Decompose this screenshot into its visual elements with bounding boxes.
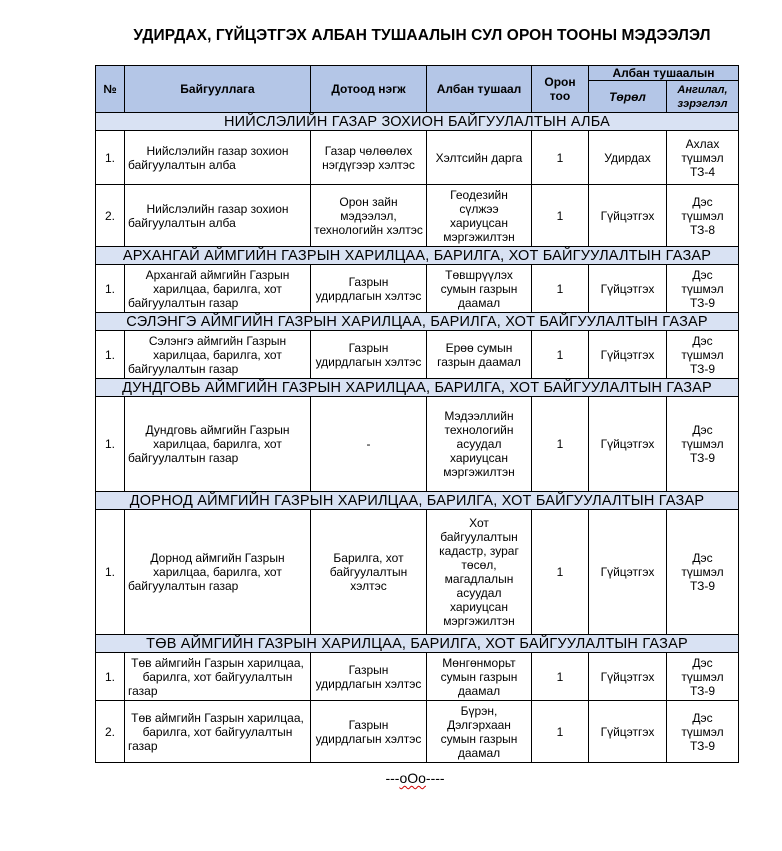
cell-num: 1.: [96, 510, 125, 635]
table-row: [96, 701, 739, 763]
cell-vacancies: 1: [532, 131, 589, 185]
section-title: ДУНДГОВЬ АЙМГИЙН ГАЗРЫН ХАРИЛЦАА, БАРИЛГА, ХОТ БАЙГУУЛАЛТЫН ГАЗАР: [96, 379, 739, 397]
cell-type: Гүйцэтгэх: [589, 510, 667, 635]
end-marker-right: ----: [425, 770, 445, 786]
cell-vacancies: 1: [532, 397, 589, 492]
section-row: [96, 247, 739, 265]
section-title: СЭЛЭНГЭ АЙМГИЙН ГАЗРЫН ХАРИЛЦАА, БАРИЛГА, ХОТ БАЙГУУЛАЛТЫН ГАЗАР: [96, 313, 739, 331]
cell-vacancies: 1: [532, 331, 589, 379]
cell-department: Газрын удирдлагын хэлтэс: [311, 653, 427, 701]
cell-organization: Төв аймгийн Газрын харилцаа, барилга, хот байгуулалтын газар: [125, 701, 311, 763]
cell-classification: Дэс түшмэл ТЗ-9: [667, 331, 739, 379]
cell-position: Мэдээллийн технологийн асуудал хариуцсан мэргэжилтэн: [427, 397, 532, 492]
cell-department: Орон зайн мэдээлэл, технологийн хэлтэс: [311, 185, 427, 247]
header-type: Төрөл: [589, 81, 667, 113]
cell-department: Барилга, хот байгуулалтын хэлтэс: [311, 510, 427, 635]
cell-department: Газрын удирдлагын хэлтэс: [311, 265, 427, 313]
table-row: [96, 131, 739, 185]
cell-position: Төвшрүүлэх сумын газрын даамал: [427, 265, 532, 313]
section-row: [96, 492, 739, 510]
table-row: [96, 510, 739, 635]
end-marker-left: ---: [385, 770, 400, 786]
section-title: ДОРНОД АЙМГИЙН ГАЗРЫН ХАРИЛЦАА, БАРИЛГА, ХОТ БАЙГУУЛАЛТЫН ГАЗАР: [96, 492, 739, 510]
header-vacancies: Орон тоо: [532, 66, 589, 113]
cell-classification: Дэс түшмэл ТЗ-9: [667, 653, 739, 701]
section-title: ТӨВ АЙМГИЙН ГАЗРЫН ХАРИЛЦАА, БАРИЛГА, ХОТ БАЙГУУЛАЛТЫН ГАЗАР: [96, 635, 739, 653]
cell-vacancies: 1: [532, 510, 589, 635]
section-row: [96, 635, 739, 653]
cell-num: 2.: [96, 185, 125, 247]
cell-type: Гүйцэтгэх: [589, 701, 667, 763]
section-row: [96, 313, 739, 331]
table-body: [96, 113, 739, 763]
cell-vacancies: 1: [532, 653, 589, 701]
end-marker-word: oOo: [399, 770, 426, 786]
cell-type: Удирдах: [589, 131, 667, 185]
cell-type: Гүйцэтгэх: [589, 265, 667, 313]
cell-type: Гүйцэтгэх: [589, 331, 667, 379]
section-row: [96, 113, 739, 131]
cell-department: Газар чөлөөлөх нэгдүгээр хэлтэс: [311, 131, 427, 185]
cell-department: Газрын удирдлагын хэлтэс: [311, 701, 427, 763]
vacancy-table: [95, 65, 739, 763]
cell-organization: Архангай аймгийн Газрын харилцаа, барилга, хот байгуулалтын газар: [125, 265, 311, 313]
cell-department: Газрын удирдлагын хэлтэс: [311, 331, 427, 379]
cell-organization: Төв аймгийн Газрын харилцаа, барилга, хот байгуулалтын газар: [125, 653, 311, 701]
header-position-group: Албан тушаалын: [589, 66, 739, 81]
cell-position: Ерөө сумын газрын даамал: [427, 331, 532, 379]
document-title: УДИРДАХ, ГҮЙЦЭТГЭХ АЛБАН ТУШААЛЫН СУЛ ОРОН ТООНЫ МЭДЭЭЛЭЛ: [133, 27, 711, 44]
cell-position: Геодезийн сүлжээ хариуцсан мэргэжилтэн: [427, 185, 532, 247]
table-row: [96, 265, 739, 313]
cell-type: Гүйцэтгэх: [589, 653, 667, 701]
cell-organization: Дундговь аймгийн Газрын харилцаа, барилга, хот байгуулалтын газар: [125, 397, 311, 492]
cell-organization: Нийслэлийн газар зохион байгуулалтын алба: [125, 185, 311, 247]
cell-type: Гүйцэтгэх: [589, 185, 667, 247]
cell-num: 2.: [96, 701, 125, 763]
cell-type: Гүйцэтгэх: [589, 397, 667, 492]
cell-position: Хот байгуулалтын кадастр, зураг төсөл, магадлалын асуудал хариуцсан мэргэжилтэн: [427, 510, 532, 635]
table-row: [96, 397, 739, 492]
cell-classification: Дэс түшмэл ТЗ-8: [667, 185, 739, 247]
cell-department: -: [311, 397, 427, 492]
cell-num: 1.: [96, 265, 125, 313]
cell-classification: Дэс түшмэл ТЗ-9: [667, 510, 739, 635]
cell-classification: Ахлах түшмэл ТЗ-4: [667, 131, 739, 185]
cell-vacancies: 1: [532, 701, 589, 763]
table-header: [96, 66, 739, 113]
section-title: АРХАНГАЙ АЙМГИЙН ГАЗРЫН ХАРИЛЦАА, БАРИЛГА, ХОТ БАЙГУУЛАЛТЫН ГАЗАР: [96, 247, 739, 265]
cell-organization: Нийслэлийн газар зохион байгуулалтын алба: [125, 131, 311, 185]
table-row: [96, 185, 739, 247]
section-row: [96, 379, 739, 397]
cell-position: Мөнгөнморьт сумын газрын даамал: [427, 653, 532, 701]
cell-organization: Дорнод аймгийн Газрын харилцаа, барилга, хот байгуулалтын газар: [125, 510, 311, 635]
cell-num: 1.: [96, 331, 125, 379]
header-num: №: [96, 66, 125, 113]
cell-num: 1.: [96, 131, 125, 185]
end-marker: [0, 770, 782, 786]
cell-organization: Сэлэнгэ аймгийн Газрын харилцаа, барилга, хот байгуулалтын газар: [125, 331, 311, 379]
cell-vacancies: 1: [532, 265, 589, 313]
cell-vacancies: 1: [532, 185, 589, 247]
header-organization: Байгууллага: [125, 66, 311, 113]
table-row: [96, 653, 739, 701]
cell-position: Бүрэн, Дэлгэрхаан сумын газрын даамал: [427, 701, 532, 763]
cell-num: 1.: [96, 397, 125, 492]
header-position: Албан тушаал: [427, 66, 532, 113]
cell-position: Хэлтсийн дарга: [427, 131, 532, 185]
header-department: Дотоод нэгж: [311, 66, 427, 113]
section-title: НИЙСЛЭЛИЙН ГАЗАР ЗОХИОН БАЙГУУЛАЛТЫН АЛБА: [96, 113, 739, 131]
table-row: [96, 331, 739, 379]
cell-classification: Дэс түшмэл ТЗ-9: [667, 397, 739, 492]
cell-classification: Дэс түшмэл ТЗ-9: [667, 701, 739, 763]
header-classification: Ангилал, зэрэглэл: [667, 81, 739, 113]
cell-num: 1.: [96, 653, 125, 701]
cell-classification: Дэс түшмэл ТЗ-9: [667, 265, 739, 313]
